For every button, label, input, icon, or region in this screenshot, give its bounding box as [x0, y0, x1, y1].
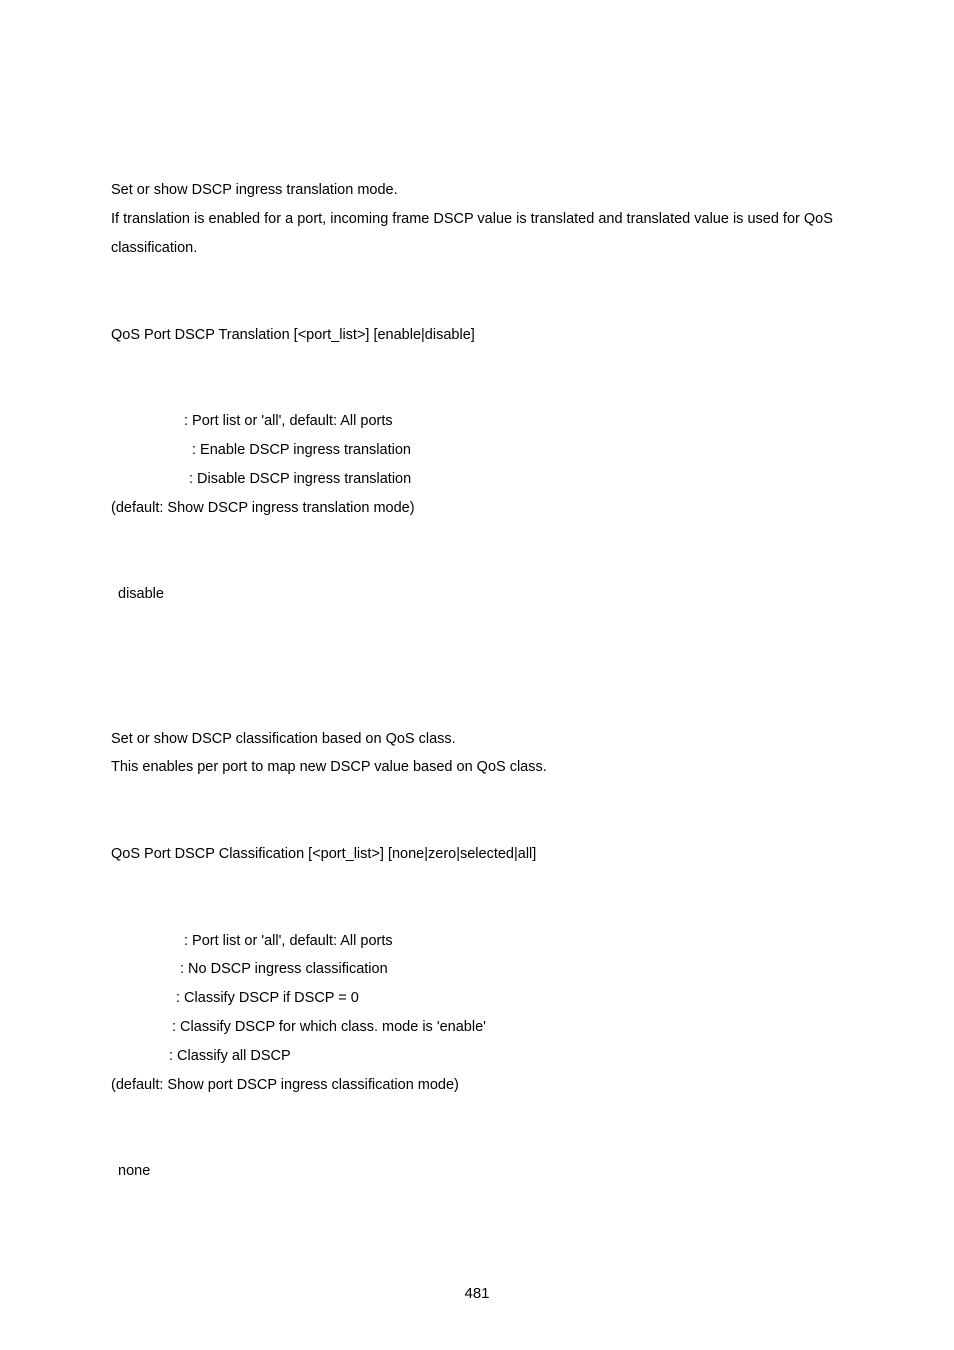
classification-description-line-1: Set or show DSCP classification based on QoS class.	[111, 731, 456, 747]
classification-param-none: : No DSCP ingress classification	[180, 961, 388, 977]
translation-param-default: (default: Show DSCP ingress translation mode)	[111, 500, 415, 516]
translation-param-disable: : Disable DSCP ingress translation	[189, 471, 412, 487]
translation-description-line-3: classification.	[111, 240, 198, 256]
classification-param-port-list: : Port list or 'all', default: All ports	[184, 933, 393, 949]
translation-description-line-2: If translation is enabled for a port, incoming frame DSCP value is translated and translated value is used for QoS	[111, 211, 833, 227]
classification-default-value: none	[118, 1163, 151, 1179]
classification-param-all: : Classify all DSCP	[169, 1048, 291, 1064]
translation-default-value: disable	[118, 586, 164, 602]
classification-param-selected: : Classify DSCP for which class. mode is 'enable'	[172, 1019, 486, 1035]
translation-param-enable: : Enable DSCP ingress translation	[192, 442, 411, 458]
page-number: 481	[464, 1285, 490, 1302]
classification-param-zero: : Classify DSCP if DSCP = 0	[176, 990, 359, 1006]
classification-description-line-2: This enables per port to map new DSCP value based on QoS class.	[111, 759, 547, 775]
translation-param-port-list: : Port list or 'all', default: All ports	[184, 413, 393, 429]
classification-syntax: QoS Port DSCP Classification [<port_list>] [none|zero|selected|all]	[111, 846, 537, 862]
translation-syntax: QoS Port DSCP Translation [<port_list>] [enable|disable]	[111, 327, 475, 343]
translation-description-line-1: Set or show DSCP ingress translation mode.	[111, 182, 398, 198]
classification-param-default: (default: Show port DSCP ingress classification mode)	[111, 1077, 459, 1093]
